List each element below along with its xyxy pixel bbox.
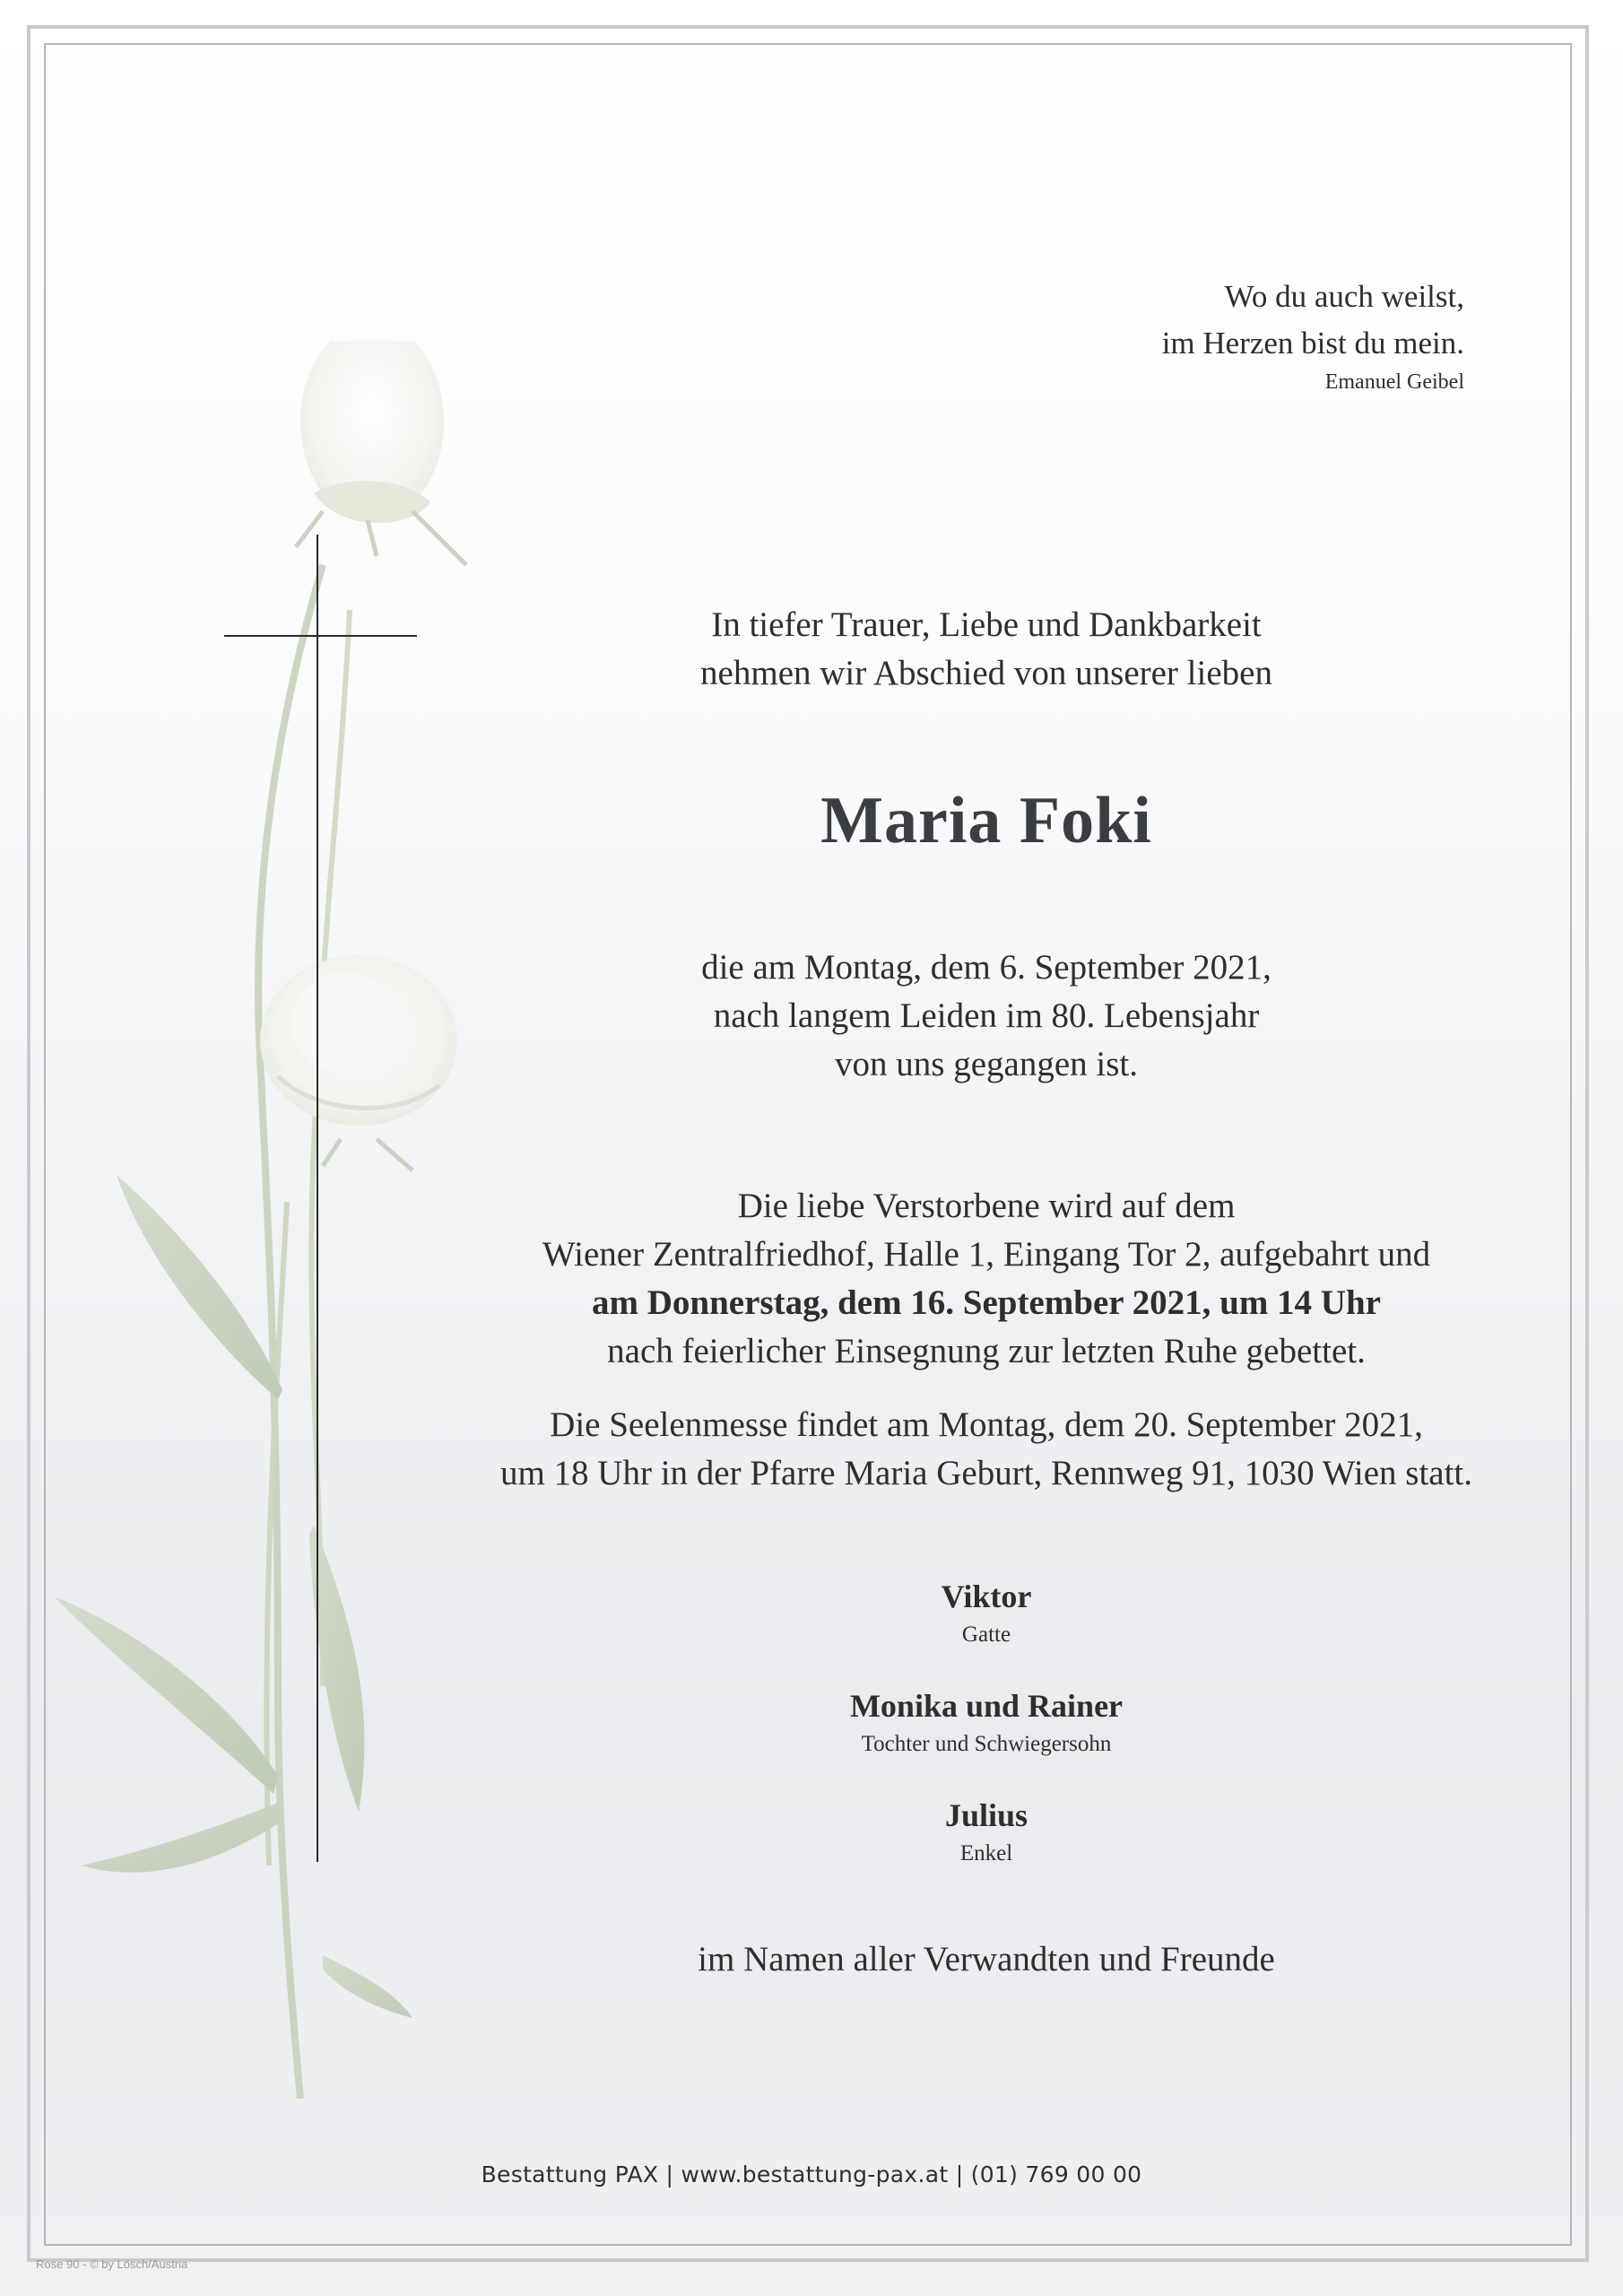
closing-block — [448, 1935, 1524, 1984]
mourner-entry — [448, 1574, 1524, 1651]
funeral-line: nach feierlicher Einsegnung zur letzten Ruhe gebettet. — [607, 1332, 1366, 1370]
quote-block — [1162, 274, 1464, 397]
funeral-line: Die liebe Verstorbene wird auf dem — [737, 1187, 1236, 1225]
funeral-date-line: am Donnerstag, dem 16. September 2021, um 14 Uhr — [592, 1283, 1381, 1322]
intro-line: In tiefer Trauer, Liebe und Dankbarkeit — [711, 605, 1262, 644]
image-credit: Rose 90 - © by Lösch/Austria — [36, 2257, 188, 2271]
mourner-entry — [448, 1793, 1524, 1870]
mass-line: Die Seelenmesse findet am Montag, dem 20. September 2021, — [550, 1405, 1423, 1444]
death-info-line: von uns gegangen ist. — [835, 1045, 1138, 1083]
funeral-home-footer: Bestattung PAX | www.bestattung-pax.at | (01) 769 00 00 — [481, 2161, 1142, 2187]
quote-author: Emanuel Geibel — [1324, 370, 1464, 394]
mourner-name: Viktor — [941, 1578, 1032, 1614]
funeral-line: Wiener Zentralfriedhof, Halle 1, Eingang Tor 2, aufgebahrt und — [542, 1235, 1431, 1274]
mass-line: um 18 Uhr in der Pfarre Maria Geburt, Rennweg 91, 1030 Wien statt. — [499, 1454, 1473, 1492]
quote-line: im Herzen bist du mein. — [1161, 326, 1464, 361]
death-info-block — [448, 944, 1524, 1089]
mourner-entry — [448, 1683, 1524, 1761]
name-block — [448, 780, 1524, 861]
cross-vertical-bar — [317, 535, 318, 1862]
intro-block — [448, 601, 1524, 698]
mass-block — [448, 1401, 1524, 1498]
deceased-name: Maria Foki — [820, 784, 1152, 857]
mourner-relation: Tochter und Schwiegersohn — [861, 1732, 1112, 1756]
mourner-relation: Gatte — [961, 1622, 1011, 1647]
cross-horizontal-bar — [224, 635, 417, 637]
mourner-relation: Enkel — [959, 1841, 1013, 1866]
intro-line: nehmen wir Abschied von unserer lieben — [700, 654, 1272, 692]
mourner-name: Monika und Rainer — [849, 1688, 1124, 1724]
death-info-line: nach langem Leiden im 80. Lebensjahr — [713, 996, 1260, 1035]
mourner-name: Julius — [944, 1797, 1028, 1833]
funeral-block — [448, 1182, 1524, 1376]
closing-line: im Namen aller Verwandten und Freunde — [698, 1940, 1275, 1979]
death-info-line: die am Montag, dem 6. September 2021, — [701, 948, 1271, 987]
quote-line: Wo du auch weilst, — [1224, 279, 1464, 314]
